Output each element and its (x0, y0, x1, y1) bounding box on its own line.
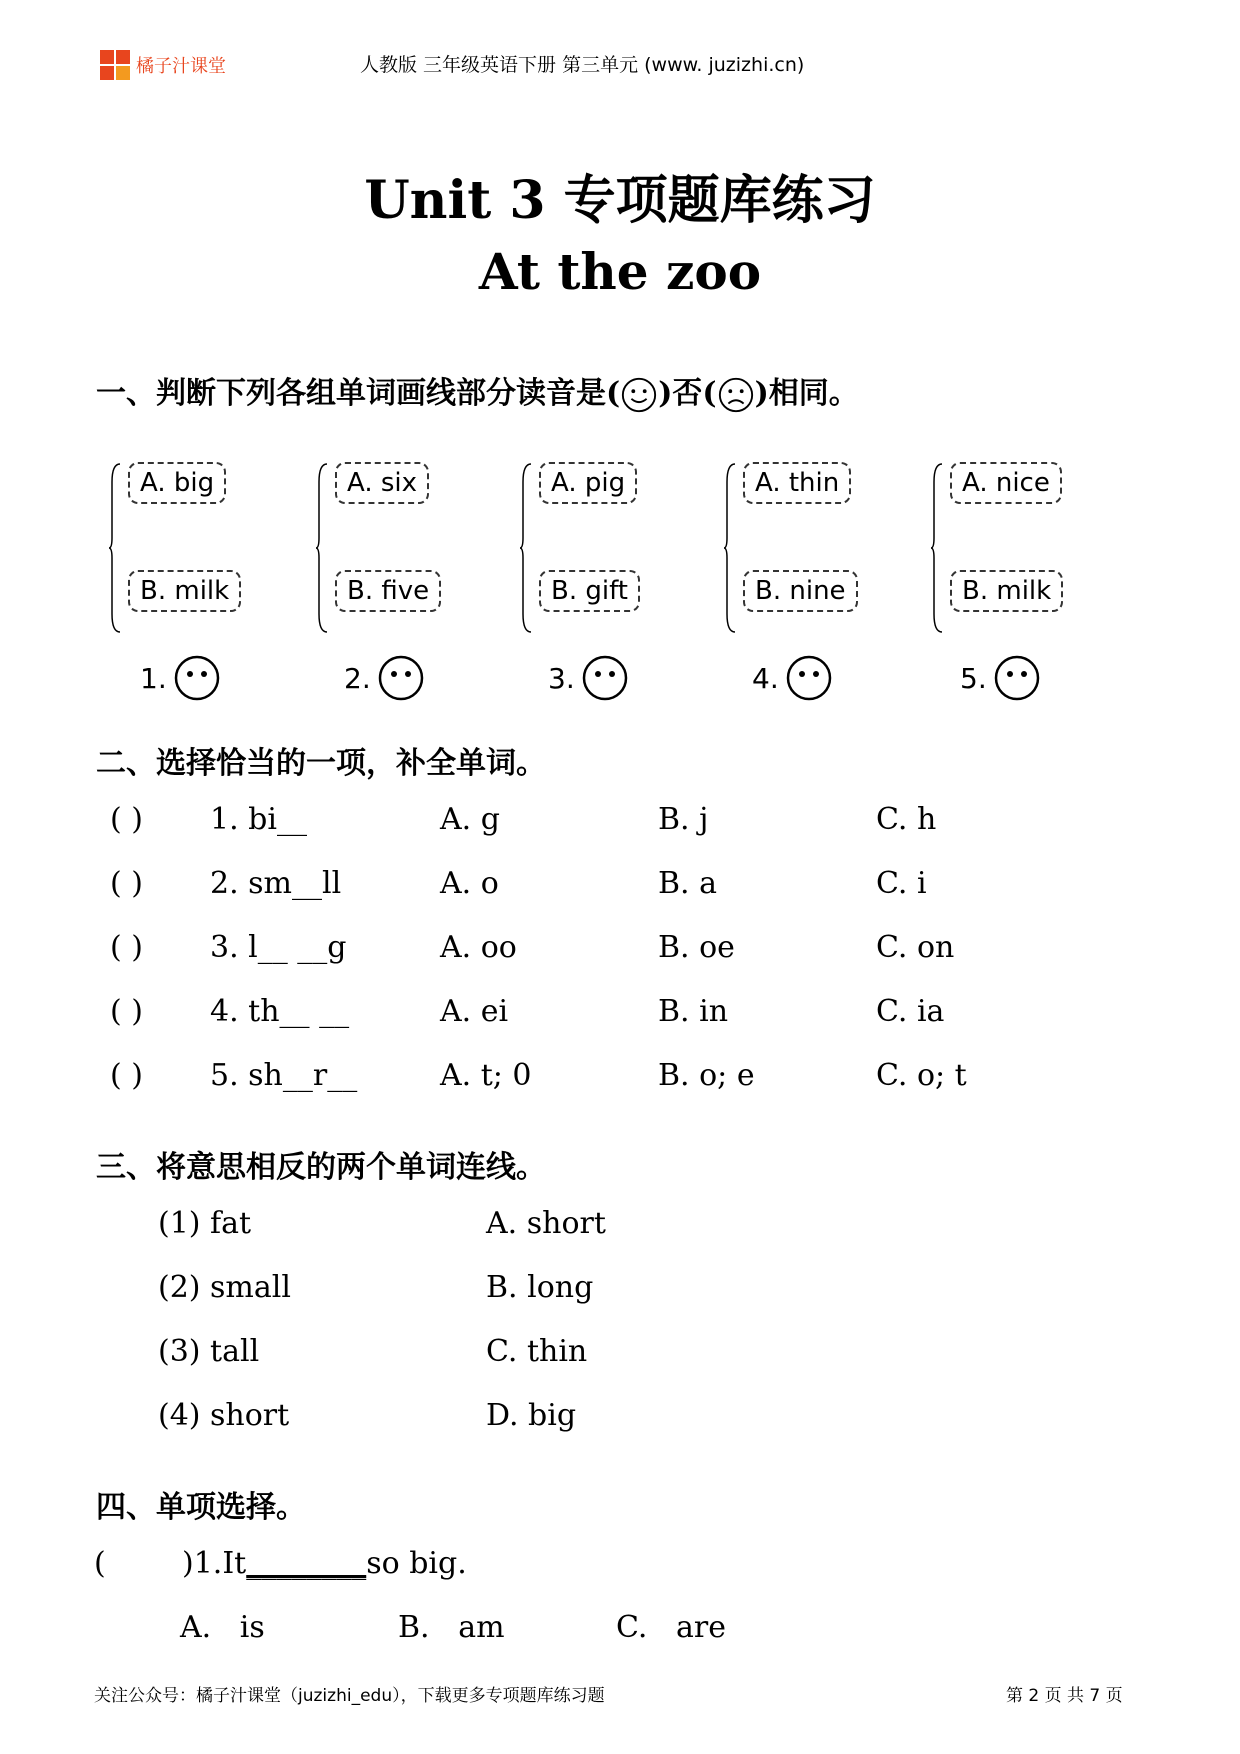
page-subtitle: At the zoo (478, 242, 762, 301)
word-a: A. thin (743, 462, 851, 504)
match-right-item[interactable]: D. big (486, 1398, 577, 1433)
logo-text: 橘子汁课堂 (136, 56, 226, 77)
option-c: C. ia (876, 994, 945, 1029)
section3-heading: 三、将意思相反的两个单词连线。 (96, 1150, 546, 1185)
brace-icon (315, 462, 329, 634)
option-a[interactable]: A. is (180, 1610, 265, 1645)
blank-face-icon (173, 654, 221, 702)
option-b: B. o; e (658, 1058, 755, 1093)
word-a: A. big (128, 462, 226, 504)
question-text: 2. sm__ll (210, 866, 342, 901)
answer-face-4[interactable]: 4. (752, 654, 833, 702)
option-a: A. ei (440, 994, 509, 1029)
blank-face-icon (785, 654, 833, 702)
option-b: B. oe (658, 930, 735, 965)
match-left-item[interactable]: (1) fat (158, 1206, 252, 1241)
answer-blank[interactable]: ( ) (110, 994, 143, 1029)
footer-note: 关注公众号：橘子汁课堂（juzizhi_edu），下载更多专项题库练习题 (94, 1686, 605, 1706)
word-pair-3 (519, 462, 669, 642)
option-c: C. h (876, 802, 937, 837)
fill-blank[interactable]: ________ (246, 1546, 367, 1581)
word-pair-2 (315, 462, 465, 642)
word-pair-1 (108, 462, 258, 642)
sad-face-icon (717, 376, 755, 414)
option-b: B. in (658, 994, 729, 1029)
answer-face-3[interactable]: 3. (548, 654, 629, 702)
answer-blank[interactable]: ( ) (110, 802, 143, 837)
match-right-item[interactable]: C. thin (486, 1334, 588, 1369)
match-left-item[interactable]: (3) tall (158, 1334, 260, 1369)
word-b: B. five (335, 570, 441, 612)
question-text: 3. l__ __g (210, 930, 347, 965)
answer-face-2[interactable]: 2. (344, 654, 425, 702)
brace-icon (723, 462, 737, 634)
option-c: C. i (876, 866, 927, 901)
section1-heading: 一、判断下列各组单词画线部分读音是( )否( )相同。 (96, 368, 859, 414)
brace-icon (930, 462, 944, 634)
mc-question-1: ( )1.It________so big. (94, 1546, 467, 1581)
word-pair-5 (930, 462, 1080, 642)
section2-heading: 二、选择恰当的一项，补全单词。 (96, 746, 546, 781)
option-c: C. o; t (876, 1058, 967, 1093)
word-b: B. milk (950, 570, 1063, 612)
question-text: 4. th__ __ (210, 994, 350, 1029)
word-a: A. nice (950, 462, 1062, 504)
word-b: B. milk (128, 570, 241, 612)
option-a: A. o (440, 866, 499, 901)
blank-face-icon (581, 654, 629, 702)
option-b: B. j (658, 802, 709, 837)
match-right-item[interactable]: A. short (486, 1206, 606, 1241)
option-c: C. on (876, 930, 955, 965)
option-a: A. g (440, 802, 500, 837)
answer-blank[interactable]: ( ) (110, 1058, 143, 1093)
match-left-item[interactable]: (2) small (158, 1270, 291, 1305)
blank-face-icon (993, 654, 1041, 702)
logo-icon (100, 50, 130, 80)
answer-blank[interactable]: ( ) (110, 930, 143, 965)
header-title: 人教版 三年级英语下册 第三单元 (www. juzizhi.cn) (360, 54, 805, 76)
logo (100, 50, 226, 80)
option-b[interactable]: B. am (398, 1610, 505, 1645)
word-pair-4 (723, 462, 873, 642)
word-b: B. gift (539, 570, 640, 612)
answer-face-1[interactable]: 1. (140, 654, 221, 702)
answer-face-5[interactable]: 5. (960, 654, 1041, 702)
blank-face-icon (377, 654, 425, 702)
page-title: Unit 3 专项题库练习 (364, 170, 876, 231)
match-right-item[interactable]: B. long (486, 1270, 594, 1305)
question-text: 5. sh__r__ (210, 1058, 358, 1093)
word-a: A. pig (539, 462, 637, 504)
word-a: A. six (335, 462, 429, 504)
answer-blank[interactable]: ( ) (94, 1546, 194, 1581)
question-text: 1. bi__ (210, 802, 307, 837)
brace-icon (519, 462, 533, 634)
section4-heading: 四、单项选择。 (96, 1490, 306, 1525)
smile-face-icon (620, 376, 658, 414)
page-number: 第 2 页 共 7 页 (1006, 1686, 1123, 1706)
option-a: A. t; 0 (440, 1058, 532, 1093)
word-b: B. nine (743, 570, 858, 612)
match-left-item[interactable]: (4) short (158, 1398, 290, 1433)
option-a: A. oo (440, 930, 517, 965)
brace-icon (108, 462, 122, 634)
answer-blank[interactable]: ( ) (110, 866, 143, 901)
option-c[interactable]: C. are (616, 1610, 727, 1645)
option-b: B. a (658, 866, 718, 901)
